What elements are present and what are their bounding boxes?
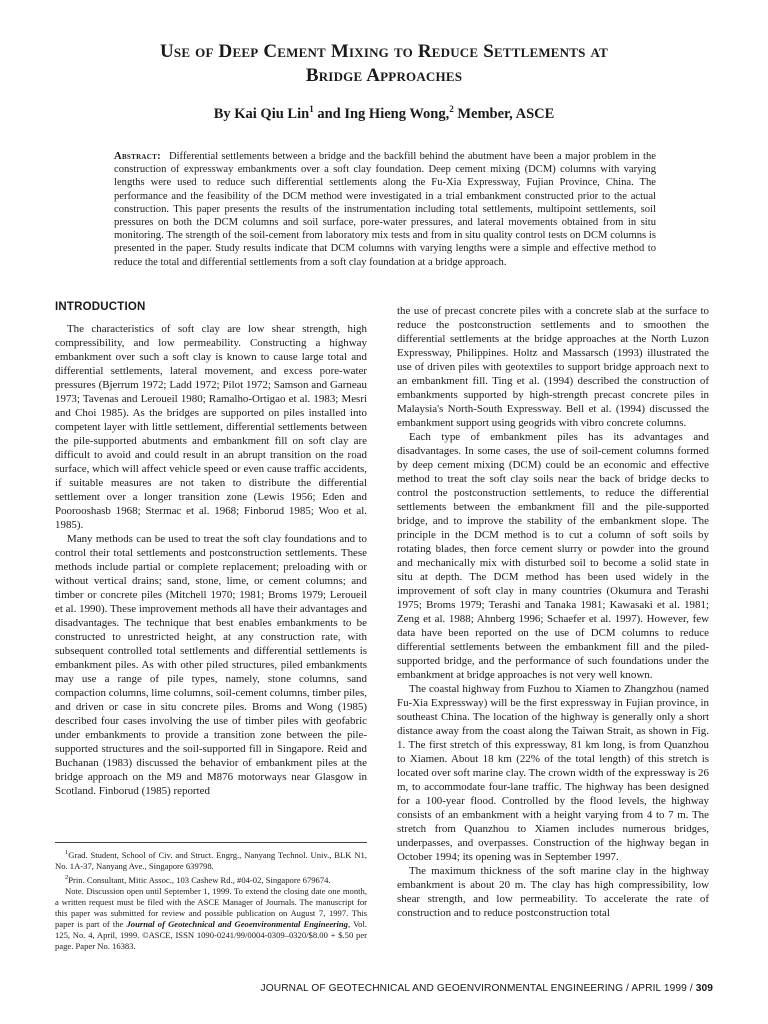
right-column xyxy=(397,304,709,920)
author-membership: Member, ASCE xyxy=(457,105,555,122)
running-footer-text: JOURNAL OF GEOTECHNICAL AND GEOENVIRONMENTAL ENGINEERING / APRIL 1999 / xyxy=(260,983,693,994)
footnote-1-text: Grad. Student, School of Civ. and Struct. Engrg., Nanyang Technol. Univ., BLK N1, No. 1A-37, Nanyang Ave., Singapore 639798. xyxy=(55,849,367,871)
author-prefix: By xyxy=(213,105,231,122)
abstract-label: Abstract: xyxy=(114,151,161,162)
note-text-after: , Vol. 125, No. 4, April, 1999. ©ASCE, ISSN 1090-0241/99/0004-0309–0320/$8.00 + $.50 per page. Paper No. 16383. xyxy=(55,918,368,951)
author-joiner: and xyxy=(317,105,341,122)
page-number: 309 xyxy=(695,983,713,994)
running-footer xyxy=(200,983,713,994)
title-line-1: Use of Deep Cement Mixing to Reduce Settlements at xyxy=(159,41,609,62)
intro-paragraph-2: Many methods can be used to treat the soft clay foundations and to control their total settlements and postconstruction settlements. These methods include partial or complete replacement; preloading with or without vertical drains; sand, stone, lime, or cement columns; and timber or concrete piles (Mitchell 1970; 1981; Broms 1979; Leroueil et al. 1990). These improvement methods all have their advantages and disadvantages. The technique that best enables embankments to be constructed to unrestricted height, at any construction rate, with subsequent controlled total settlements and differential settlements is embankment piles. As with other piled structures, piled embankments may use a range of pile types, namely, stone columns, sand compaction columns, lime columns, soil-cement columns, timber piles, and driven or case in situ concrete piles. Broms and Wong (1985) described four cases involving the use of timber piles with geofabric under embankments to provide a transition zone between the pile-supported structures and the soil-supported fill in Singapore. Reid and Buchanan (1983) discussed the behavior of embankment piles at the bridge approach on the M9 and M876 motorways near Glasgow in Scotland. Finborud (1985) reported xyxy=(55,533,367,797)
author-2: Ing Hieng Wong, xyxy=(344,105,450,122)
author-1-footnote-mark: 1 xyxy=(309,104,314,114)
intro-paragraph-4: Each type of embankment piles has its advantages and disadvantages. In some cases, the use of soil-cement columns formed by deep cement mixing (DCM) could be an economic and effective method to treat the soft clay soils near the back of bridge decks to control the postconstruction settlements, to reduce the differential settlements between the embankment fill and the pile-supported bridge, and to improve the stability of the embankment slope. The principle in the DCM method is to cut a column of soft soils by rotating blades, then force cement slurry or powder into the ground and mechanically mix with disturbed soil to become a solid state in situ at depth. The DCM method has been used widely in the improvement of soft clay in many countries (Okumura and Terashi 1975; Broms 1979; Terashi and Tanaka 1981; Kawasaki et al. 1981; Zeng et al. 1988; Ahnberg 1996; Schaefer et al. 1997). However, few data have been reported on the use of DCM columns to reduce differential settlements between the embankment fill and the piled-supported bridge, and the performance of such foundations under the embankment at bridge approaches is not very well known. xyxy=(397,431,709,681)
journal-name: Journal of Geotechnical and Geoenvironmental Engineering xyxy=(126,918,348,929)
footnotes xyxy=(55,842,367,952)
footnote-2-text: Prin. Consultant, Mitic Assoc., 103 Cashew Rd., #04-02, Singapore 679674. xyxy=(68,874,331,885)
title-line-2: Bridge Approaches xyxy=(305,65,463,86)
intro-paragraph-5: The coastal highway from Fuzhou to Xiamen to Zhangzhou (named Fu-Xia Expressway) will be the first expressway in Fujian province, in southeast China. The location of the highway is generally only a short distance away from the coast along the Taiwan Strait, as shown in Fig. 1. The first stretch of this expressway, 81 km long, is from Quanzhou to Xiamen. About 18 km (22% of the total length) of this stretch is located over soft marine clay. The crown width of the expressway is 26 m, to accommodate four-lane traffic. The highway has been designed for a 100-year flood. Controlled by the flood levels, the highway consists of an embankment with a height varying from 4 to 7 m. The stretch from Quanzhou to Xiamen includes numerous bridges, underpasses, and overpasses. Construction of the highway began in October 1994; its opening was in September 1997. xyxy=(397,683,709,863)
author-2-footnote-mark: 2 xyxy=(449,104,454,114)
footnote-1 xyxy=(55,847,367,872)
paper-title xyxy=(60,40,708,88)
author-1: Kai Qiu Lin xyxy=(234,105,310,122)
left-column xyxy=(55,300,367,798)
note-text-before: Note. Discussion open until September 1, 1999. To extend the closing date one month, a written request must be filed with the ASCE Manager of Journals. The manuscript for this paper was submitted for review and possible publication on August 7, 1997. This paper is part of the xyxy=(55,885,367,929)
intro-paragraph-3: the use of precast concrete piles with a concrete slab at the surface to reduce the postconstruction settlements and to smoothen the differential settlements at the bridge approaches at the North Luzon Expressway, Philippines. Holtz and Massarsch (1993) illustrated the use of driven piles with geotextiles to support bridge approach next to an embankment fill. Ting et al. (1994) described the construction of embankments supported by high-strength precast concrete piles in Malaysia's North-South Expressway. Bell et al. (1994) discussed the embankment support using geogrids with vibro concrete columns. xyxy=(397,305,709,429)
section-heading-introduction: INTRODUCTION xyxy=(55,301,146,313)
abstract xyxy=(114,150,656,269)
footnote-2-mark: 2 xyxy=(65,873,69,881)
footnote-1-mark: 1 xyxy=(65,849,69,856)
abstract-text: Differential settlements between a bridge and the backfill behind the abutment have been a major problem in the construction of expressway embankments over a soft clay foundation. Deep cement mixing (DCM) columns with varying lengths were used to reduce such differential settlements along the Fu-Xia Expressway, Fujian Province, China. The performance and the feasibility of the DCM method were investigated in a trial embankment constructed prior to the actual construction. This paper presents the results of the instrumentation including total settlements, multipoint settlements, soil pressures on both the DCM columns and soil surface, pore-water pressures, and lateral movements obtained from in situ monitoring. The strength of the soil-cement from laboratory mix tests and from in situ quality control tests on DCM columns is presented in the paper. Study results indicate that DCM columns with varying lengths were a simple and effective method to reduce the total and differential settlements from a soft clay foundation at a bridge approach. xyxy=(114,151,656,268)
author-line xyxy=(60,104,708,123)
intro-paragraph-1: The characteristics of soft clay are low shear strength, high compressibility, and low permeability. Constructing a highway embankment over such a soft clay is known to cause large total and differential settlements, lateral movement, and excess pore-water pressures (Bjerrum 1972; Ladd 1972; Pilot 1972; Samson and Garneau 1973; Tavenas and Leroueil 1980; Ramalho-Ortigao et al. 1983; Mesri and Choi 1985). As the bridges are supported on piles installed into competent layer with little settlement, differential settlements between the pile-supported abutments and embankment fill on soft clay are difficult to avoid and could result in an abrupt transition on the road surface, which will affect vehicle speed or even cause traffic accidents, if suitable measures are not taken to distribute the differential settlement over a longer transition zone (Lewis 1956; Eden and Poorooshasb 1968; Stermac et al. 1968; Finborud 1985; Woo et al. 1985). xyxy=(55,323,367,531)
intro-paragraph-6: The maximum thickness of the soft marine clay in the highway embankment is about 20 m. The clay has high compressibility, low shear strength, and low permeability. To accelerate the rate of construction and to reduce postconstruction total xyxy=(397,865,709,919)
footnote-note xyxy=(55,886,367,952)
footnote-2 xyxy=(55,872,367,886)
